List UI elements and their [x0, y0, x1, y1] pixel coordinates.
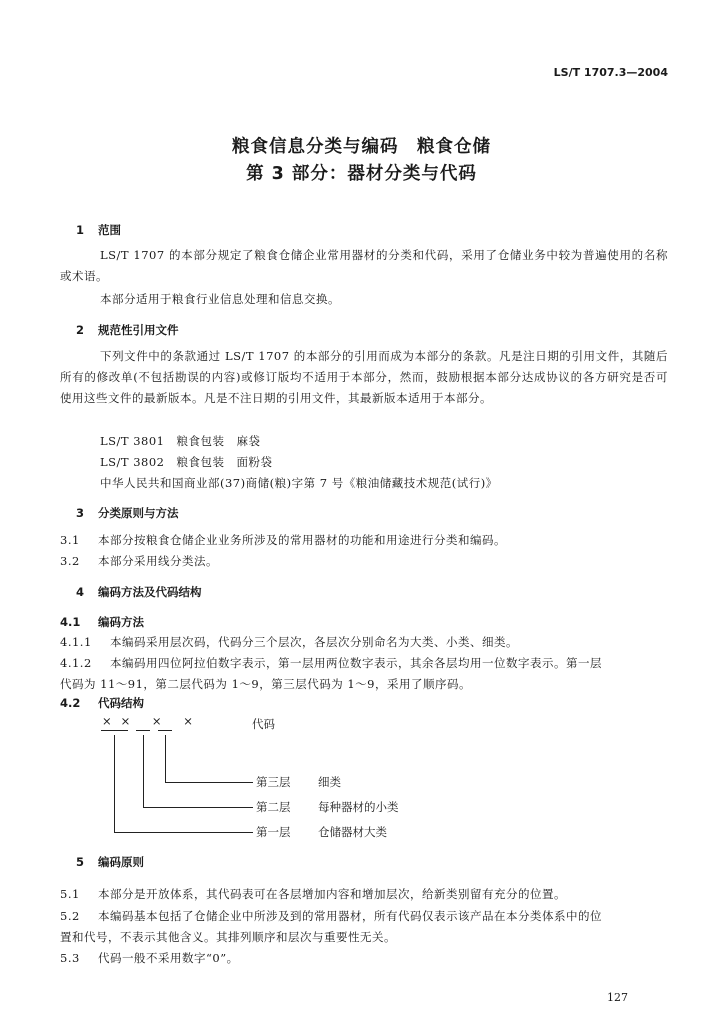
clause-5-2: 5.2 本编码基本包括了仓储企业中所涉及到的常用器材，所有代码仅表示该产品在本分类体系中的位: [60, 909, 602, 923]
clause-4-1-2: 4.1.2 本编码用四位阿拉伯数字表示，第一层用两位数字表示，其余各层均用一位数字表示。第一层: [60, 656, 602, 670]
connector-second-layer-arm: [143, 807, 253, 808]
title-line-2: 第 3 部分：器材分类与代码: [246, 164, 477, 184]
page-number: 127: [607, 991, 628, 1004]
connector-third-layer: [165, 735, 166, 782]
section-3-heading: 3 分类原则与方法: [76, 506, 179, 520]
underline-first-layer: [101, 730, 128, 731]
code-label: 代码: [252, 717, 275, 731]
layer-1-desc: 仓储器材大类: [318, 825, 387, 839]
layer-3-desc: 细类: [318, 775, 341, 789]
section-2-heading: 2 规范性引用文件: [76, 323, 179, 337]
underline-second-layer: [136, 730, 150, 731]
layer-3-name: 第三层: [256, 775, 291, 789]
clause-4-1-2-continued: 代码为 11～91，第二层代码为 1～9，第三层代码为 1～9，采用了顺序码。: [60, 677, 471, 691]
section-1-paragraph-2: 本部分适用于粮食行业信息处理和信息交换。: [100, 292, 340, 306]
layer-2-name: 第二层: [256, 800, 291, 814]
clause-4-1-heading: 4.1 编码方法: [60, 615, 144, 629]
clause-5-3: 5.3 代码一般不采用数字“0”。: [60, 951, 239, 965]
connector-third-layer-arm: [165, 782, 253, 783]
underline-third-layer: [158, 730, 172, 731]
layer-1-name: 第一层: [256, 825, 291, 839]
clause-5-2-continued: 置和代号，不表示其他含义。其排列顺序和层次与重要性无关。: [60, 930, 396, 944]
connector-first-layer: [114, 735, 115, 832]
connector-first-layer-arm: [114, 832, 253, 833]
layer-2-desc: 每种器材的小类: [318, 800, 399, 814]
clause-5-1: 5.1 本部分是开放体系，其代码表可在各层增加内容和增加层次，给新类别留有充分的位置。: [60, 887, 566, 901]
reference-item: 中华人民共和国商业部(37)商储(粮)字第 7 号《粮油储藏技术规范(试行)》: [100, 476, 498, 490]
section-5-heading: 5 编码原则: [76, 855, 144, 869]
title-line-1: 粮食信息分类与编码 粮食仓储: [232, 137, 491, 157]
clause-4-2-heading: 4.2 代码结构: [60, 696, 144, 710]
section-2-paragraph-1: 下列文件中的条款通过 LS/T 1707 的本部分的引用而成为本部分的条款。凡是注日期的引用文件，其随后所有的修改单(不包括勘误的内容)或修订版均不适用于本部分，然而，鼓励根据本部分达成协议的各方研究是否可使用这些文件的最新版本。凡是不注日期的引用文件，其最新版本适用于本部分。: [60, 349, 668, 405]
code-pattern: ×× × ×: [102, 714, 202, 728]
reference-item: LS/T 3801 粮食包装 麻袋: [100, 434, 261, 448]
clause-3-2: 3.2 本部分采用线分类法。: [60, 554, 218, 568]
reference-item: LS/T 3802 粮食包装 面粉袋: [100, 455, 273, 469]
standard-code: LS/T 1707.3—2004: [553, 66, 668, 79]
section-1-paragraph-1: LS/T 1707 的本部分规定了粮食仓储企业常用器材的分类和代码，采用了仓储业务中较为普遍使用的名称或术语。: [60, 248, 668, 283]
clause-4-1-1: 4.1.1 本编码采用层次码，代码分三个层次，各层次分别命名为大类、小类、细类。: [60, 635, 518, 649]
connector-second-layer: [143, 735, 144, 807]
section-4-heading: 4 编码方法及代码结构: [76, 585, 202, 599]
section-1-heading: 1 范围: [76, 223, 121, 237]
clause-3-1: 3.1 本部分按粮食仓储企业业务所涉及的常用器材的功能和用途进行分类和编码。: [60, 533, 506, 547]
